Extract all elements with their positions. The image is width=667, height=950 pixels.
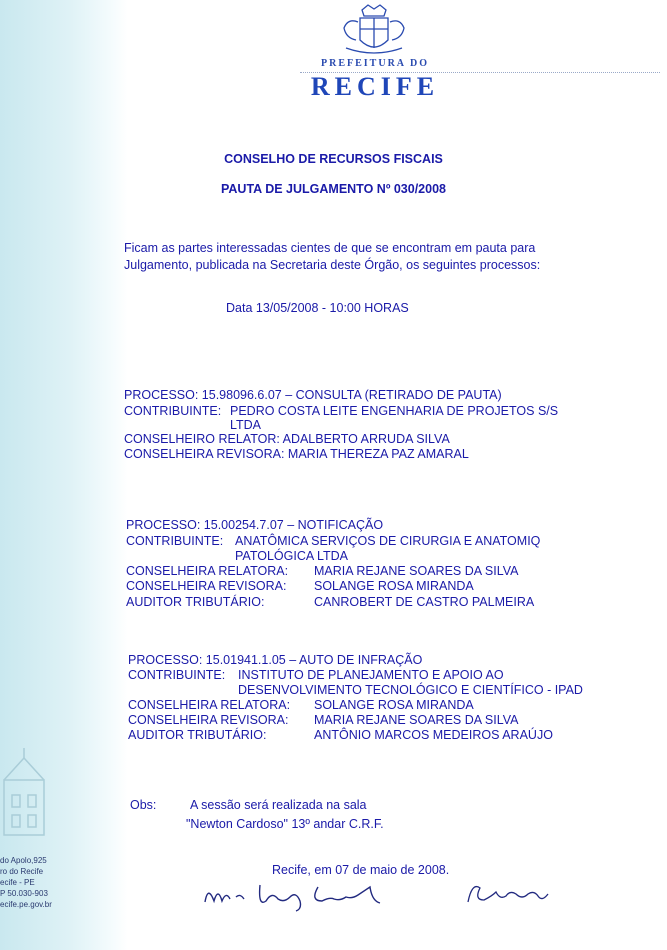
- brand-subtitle: PREFEITURA DO: [321, 58, 429, 69]
- process-3-auditor-value: ANTÔNIO MARCOS MEDEIROS ARAÚJO: [314, 728, 553, 742]
- process-3-relator-label: CONSELHEIRA RELATORA:: [128, 698, 291, 712]
- intro-line-1: Ficam as partes interessadas cientes de que se encontram em pauta para: [124, 241, 536, 255]
- process-1-contribuinte-line-1: PEDRO COSTA LEITE ENGENHARIA DE PROJETOS S/S: [230, 404, 559, 418]
- process-1-number: PROCESSO: 15.98096.6.07 – CONSULTA (RETIRADO DE PAUTA): [124, 388, 502, 402]
- process-3-revisora-label: CONSELHEIRA REVISORA:: [128, 713, 289, 727]
- brand-name: RECIFE: [310, 72, 440, 101]
- process-2-contribuinte-line-1: ANATÔMICA SERVIÇOS DE CIRURGIA E ANATOMIQ: [235, 534, 541, 548]
- process-1-contribuinte-label: CONTRIBUINTE:: [124, 404, 222, 418]
- obs-line-1: A sessão será realizada na sala: [190, 798, 367, 812]
- obs-label: Obs:: [130, 798, 157, 812]
- signature-right: [462, 878, 552, 912]
- process-2-contribuinte-line-2: PATOLÓGICA LTDA: [235, 549, 348, 563]
- process-3-revisora-value: MARIA REJANE SOARES DA SILVA: [314, 713, 519, 727]
- process-1-relator: CONSELHEIRO RELATOR: ADALBERTO ARRUDA SILVA: [124, 432, 450, 446]
- agenda-title: PAUTA DE JULGAMENTO Nº 030/2008: [221, 182, 446, 196]
- process-2-contribuinte-label: CONTRIBUINTE:: [126, 534, 224, 548]
- process-2-relator-value: MARIA REJANE SOARES DA SILVA: [314, 564, 519, 578]
- signature-left: [200, 877, 390, 917]
- address-line-4: P 50.030-903: [0, 889, 48, 898]
- building-watermark-icon: [0, 740, 60, 840]
- process-2-revisora-label: CONSELHEIRA REVISORA:: [126, 579, 287, 593]
- process-3-number: PROCESSO: 15.01941.1.05 – AUTO DE INFRAÇÃO: [128, 653, 423, 667]
- session-date: Data 13/05/2008 - 10:00 HORAS: [226, 301, 409, 315]
- address-line-2: ro do Recife: [0, 867, 44, 876]
- process-2-number: PROCESSO: 15.00254.7.07 – NOTIFICAÇÃO: [126, 518, 384, 532]
- coat-of-arms-icon: [336, 4, 412, 58]
- council-title: CONSELHO DE RECURSOS FISCAIS: [224, 152, 443, 166]
- process-1-revisora: CONSELHEIRA REVISORA: MARIA THEREZA PAZ AMARAL: [124, 447, 469, 461]
- obs-line-2: "Newton Cardoso" 13º andar C.R.F.: [186, 817, 384, 831]
- process-3-auditor-label: AUDITOR TRIBUTÁRIO:: [128, 728, 267, 742]
- process-1-contribuinte-line-2: LTDA: [230, 418, 262, 432]
- process-2-auditor-value: CANROBERT DE CASTRO PALMEIRA: [314, 595, 535, 609]
- closing-date: Recife, em 07 de maio de 2008.: [272, 863, 450, 877]
- address-line-3: ecife - PE: [0, 878, 35, 887]
- process-2-revisora-value: SOLANGE ROSA MIRANDA: [314, 579, 474, 593]
- process-3-contribuinte-label: CONTRIBUINTE:: [128, 668, 226, 682]
- process-2-auditor-label: AUDITOR TRIBUTÁRIO:: [126, 595, 265, 609]
- process-3-contribuinte-line-1: INSTITUTO DE PLANEJAMENTO E APOIO AO: [238, 668, 504, 682]
- address-line-5: ecife.pe.gov.br: [0, 900, 52, 909]
- intro-line-2: Julgamento, publicada na Secretaria deste Órgão, os seguintes processos:: [124, 258, 541, 272]
- process-3-relator-value: SOLANGE ROSA MIRANDA: [314, 698, 474, 712]
- process-3-contribuinte-line-2: DESENVOLVIMENTO TECNOLÓGICO E CIENTÍFICO - IPAD: [238, 683, 583, 697]
- process-2-relator-label: CONSELHEIRA RELATORA:: [126, 564, 289, 578]
- address-line-1: do Apolo,925: [0, 856, 47, 865]
